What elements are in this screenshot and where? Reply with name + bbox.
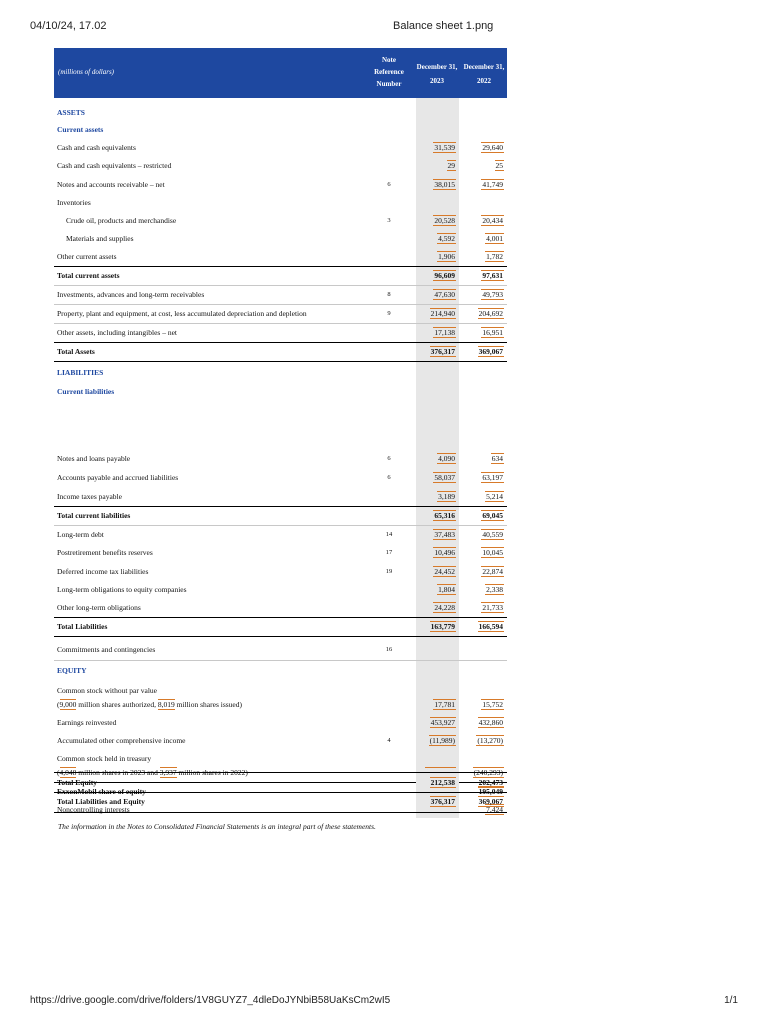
note-column-header: Note Reference Number	[374, 56, 404, 88]
rule	[54, 361, 507, 362]
row-treasury-label: Common stock held in treasury	[57, 754, 152, 763]
row-inventories: Inventories	[57, 198, 91, 207]
footnote: The information in the Notes to Consolidated Financial Statements is an integral part of these statements.	[58, 822, 376, 831]
col-2022-header: December 31, 2022	[463, 63, 505, 85]
row-ppe: Property, plant and equipment, at cost, less accumulated depreciation and depletion 9 214,940 204,692	[57, 309, 503, 318]
section-assets: ASSETS	[57, 108, 85, 117]
row-total-equity: Total Equity 212,538 202,473	[57, 778, 503, 787]
row-notes-receivable: Notes and accounts receivable – net 6 38,015 41,749	[57, 180, 503, 189]
print-timestamp: 04/10/24, 17.02	[30, 20, 107, 32]
units-label: (millions of dollars)	[58, 68, 115, 76]
row-aoci: Accumulated other comprehensive income 4 (11,989) (13,270)	[57, 736, 503, 745]
table-body	[54, 98, 507, 816]
row-postretirement: Postretirement benefits reserves 17 10,496 10,045	[57, 548, 503, 557]
row-total-liabilities-equity: Total Liabilities and Equity 376,317 369,067	[57, 797, 503, 806]
section-liabilities: LIABILITIES	[57, 368, 104, 377]
row-crude: Crude oil, products and merchandise 3 20,528 20,434	[66, 216, 503, 225]
row-treasury: (4,048 million shares in 2023 and 3,937 million shares in 2022) (240,293)	[57, 768, 503, 777]
row-earnings-reinvested: Earnings reinvested 453,927 432,860	[57, 718, 503, 727]
row-cash-restricted: Cash and cash equivalents – restricted 29 25	[57, 161, 503, 170]
row-common-stock-label: Common stock without par value	[57, 686, 157, 695]
subsection-current-liabilities: Current liabilities	[57, 387, 115, 396]
row-lt-obligations-equity: Long-term obligations to equity companies 1,804 2,338	[57, 585, 503, 594]
print-url: https://drive.google.com/drive/folders/1V8GUYZ7_4dleDoJYNbiB58UaKsCm2wI5	[30, 995, 391, 1006]
row-materials: Materials and supplies 4,592 4,001	[66, 234, 503, 243]
table-header	[54, 48, 507, 98]
row-accounts-payable: Accounts payable and accrued liabilities 6 58,037 63,197	[57, 473, 503, 482]
section-equity: EQUITY	[57, 666, 87, 675]
row-noncontrolling: Noncontrolling interests 7,424	[57, 805, 503, 814]
rule	[54, 636, 507, 637]
rule	[54, 772, 507, 773]
row-total-liabilities: Total Liabilities 163,779 166,594	[57, 622, 503, 631]
row-income-taxes: Income taxes payable 3,189 5,214	[57, 492, 503, 501]
subsection-current-assets: Current assets	[57, 125, 104, 134]
row-notes-payable: Notes and loans payable 6 4,090 634	[57, 454, 503, 463]
rule	[54, 812, 507, 813]
row-total-current-liabilities: Total current liabilities 65,316 69,045	[57, 511, 503, 520]
row-long-term-debt: Long-term debt 14 37,483 40,559	[57, 530, 503, 539]
separator	[54, 660, 507, 661]
col-2023-header: December 31, 2023	[416, 63, 458, 85]
print-page-count: 1/1	[724, 995, 738, 1006]
print-title: Balance sheet 1.png	[393, 20, 494, 32]
row-other-current-assets: Other current assets 1,906 1,782	[57, 252, 503, 261]
row-deferred-tax: Deferred income tax liabilities 19 24,452 22,874	[57, 567, 503, 576]
row-common-stock: (9,000 million shares authorized, 8,019 million shares issued) 17,781 15,752	[57, 700, 503, 709]
row-other-lt-obligations: Other long-term obligations 24,228 21,733	[57, 603, 503, 612]
row-cash: Cash and cash equivalents 31,539 29,640	[57, 143, 503, 152]
row-commitments: Commitments and contingencies 16	[57, 645, 393, 654]
row-total-current-assets: Total current assets 96,609 97,631	[57, 271, 503, 280]
row-investments: Investments, advances and long-term receivables 8 47,630 49,793	[57, 290, 503, 299]
row-other-assets: Other assets, including intangibles – net 17,138 16,951	[57, 328, 503, 337]
balance-sheet	[54, 48, 507, 816]
row-total-assets: Total Assets 376,317 369,067	[57, 347, 503, 356]
row-exxon-equity: ExxonMobil share of equity 195,049	[57, 787, 503, 796]
